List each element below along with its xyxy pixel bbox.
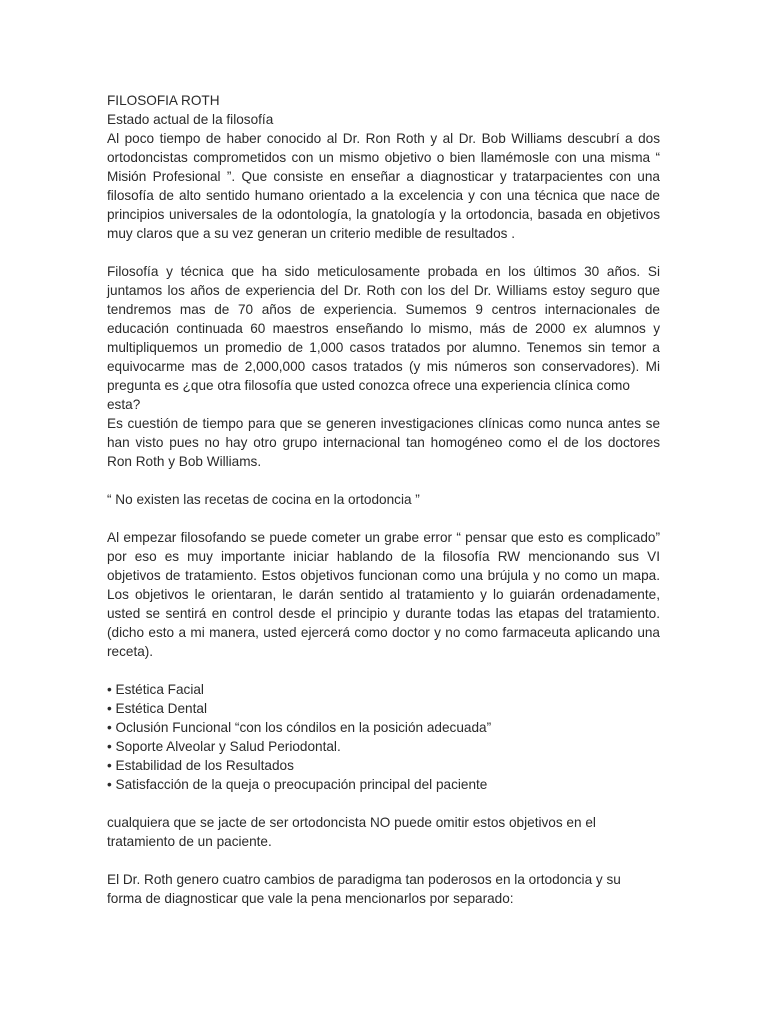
quote-block	[107, 490, 660, 509]
list-item: • Estética Facial	[107, 682, 204, 697]
spacer	[107, 851, 660, 870]
paragraph-line: Misión Profesional ”. Que consiste en enseñar a diagnosticar y tratarpacientes con una	[107, 169, 660, 184]
paragraph-line: educación continuada 60 maestros enseñando lo mismo, más de 2000 ex alumnos y	[107, 321, 660, 336]
paragraph-line: pregunta es ¿que otra filosofía que usted conozca ofrece una experiencia clínica como	[107, 378, 630, 393]
paragraph-intro	[107, 129, 660, 243]
spacer	[107, 471, 660, 490]
paragraph-line: juntamos los años de experiencia del Dr. Roth con los del Dr. Williams estoy seguro que	[107, 283, 660, 298]
paragraph-line: (dicho esto a mi manera, usted ejercerá como doctor y no como farmaceuta aplicando una	[107, 625, 660, 640]
spacer	[107, 794, 660, 813]
spacer	[107, 509, 660, 528]
paragraph-line: Ron Roth y Bob Williams.	[107, 454, 262, 469]
paragraph-line: ortodoncistas comprometidos con un mismo objetivo o bien llamémosle con una misma “	[107, 150, 660, 165]
document-title-block	[107, 91, 660, 129]
list-item: • Oclusión Funcional “con los cóndilos en la posición adecuada”	[107, 720, 492, 735]
spacer	[107, 243, 660, 262]
paragraph-line: han visto pues no hay otro grupo internacional tan homogéneo como el de los doctores	[107, 435, 660, 450]
paragraph-research	[107, 414, 660, 471]
paragraph-line: muy claros que a su vez generan un criterio medible de resultados .	[107, 226, 516, 241]
paragraph-line: El Dr. Roth genero cuatro cambios de paradigma tan poderosos en la ortodoncia y su	[107, 872, 621, 887]
paragraph-omit-warning	[107, 813, 660, 851]
paragraph-line: Filosofía y técnica que ha sido meticulosamente probada en los últimos 30 años. Si	[107, 264, 660, 279]
list-item: • Estética Dental	[107, 701, 207, 716]
paragraph-line: tendremos mas de 70 años de experiencia. Sumemos 9 centros internacionales de	[107, 302, 660, 317]
paragraph-line: multipliquemos un promedio de 1,000 casos tratados por alumno. Tenemos sin temor a	[107, 340, 660, 355]
paragraph-line: Al empezar filosofando se puede cometer un grabe error “ pensar que esto es complicado”	[107, 530, 660, 545]
paragraph-line: equivocarme mas de 2,000,000 casos tratados (y mis números son conservadores). Mi	[107, 359, 660, 374]
list-item: • Estabilidad de los Resultados	[107, 758, 294, 773]
paragraph-line: Es cuestión de tiempo para que se generen investigaciones clínicas como nunca antes se	[107, 416, 660, 431]
paragraph-line: filosofía de alto sentido humano orientado a la excelencia y con una técnica que nace de	[107, 188, 660, 203]
spacer	[107, 661, 660, 680]
quote-text: “ No existen las recetas de cocina en la ortodoncia ”	[107, 492, 420, 507]
paragraph-line: objetivos de tratamiento. Estos objetivos funcionan como una brújula y no como un mapa.	[107, 568, 660, 583]
paragraph-line: esta?	[107, 397, 141, 412]
paragraph-line: receta).	[107, 644, 154, 659]
paragraph-experience	[107, 262, 660, 414]
list-item: • Satisfacción de la queja o preocupación principal del paciente	[107, 777, 488, 792]
list-item: • Soporte Alveolar y Salud Periodontal.	[107, 739, 341, 754]
paragraph-line: forma de diagnosticar que vale la pena mencionarlos por separado:	[107, 891, 514, 906]
paragraph-line: usted se sentirá en control desde el principio y durante todas las etapas del tratamiento.	[107, 606, 660, 621]
document-subtitle: Estado actual de la filosofía	[107, 112, 274, 127]
paragraph-paradigms	[107, 870, 660, 908]
paragraph-line: por eso es muy importante iniciar hablando de la filosofía RW mencionando sus VI	[107, 549, 660, 564]
paragraph-line: cualquiera que se jacte de ser ortodoncista NO puede omitir estos objetivos en el	[107, 815, 596, 830]
paragraph-line: Al poco tiempo de haber conocido al Dr. Ron Roth y al Dr. Bob Williams descubrí a dos	[107, 131, 660, 146]
paragraph-line: tratamiento de un paciente.	[107, 834, 272, 849]
paragraph-objectives-intro	[107, 528, 660, 661]
objectives-list	[107, 680, 660, 794]
paragraph-line: principios universales de la odontología, la gnatología y la ortodoncia, basada en objetivos	[107, 207, 660, 222]
document-title: FILOSOFIA ROTH	[107, 93, 220, 108]
paragraph-line: Los objetivos le orientaran, le darán sentido al tratamiento y lo guiarán ordenadamente,	[107, 587, 660, 602]
